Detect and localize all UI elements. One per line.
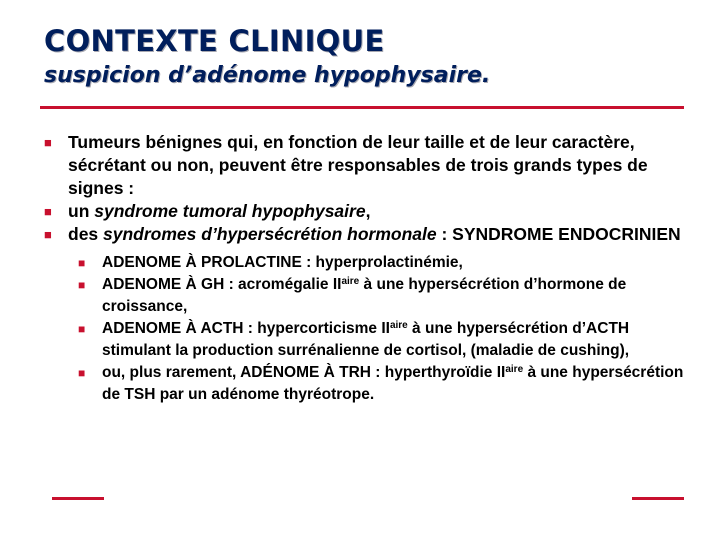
bullet-text-post: , bbox=[365, 201, 371, 221]
bullet-item-syndrome-tumoral bbox=[44, 200, 684, 223]
bullet-text: Tumeurs bénignes qui, en fonction de leur taille et de leur caractère, sécrétant ou non, peuvent être responsables de trois grands types de signes : bbox=[68, 132, 648, 198]
square-bullet-icon: ■ bbox=[44, 135, 52, 150]
sub-bullet-list bbox=[68, 252, 684, 406]
bullet-text-pre: un bbox=[68, 201, 95, 221]
sub-bullet-trh bbox=[78, 362, 684, 406]
bullet-text-post: : SYNDROME ENDOCRINIEN bbox=[436, 224, 681, 244]
bullet-item-tumeurs bbox=[44, 131, 684, 200]
slide-title: CONTEXTE CLINIQUE bbox=[44, 24, 385, 58]
superscript: aire bbox=[389, 320, 408, 331]
bullet-text-pre: des bbox=[68, 224, 104, 244]
bullet-item-hypersecretion bbox=[44, 223, 684, 406]
sub-bullet-text-pre: ou, plus rarement, ADÉNOME À TRH : hyperthyroïdie II bbox=[102, 364, 506, 381]
superscript: aire bbox=[505, 364, 524, 375]
sub-bullet-text-post: à une hypersécrétion d’hormone de croissance, bbox=[102, 276, 627, 315]
bullet-text-emphasis: syndrome tumoral hypophysaire bbox=[94, 201, 366, 221]
square-bullet-icon: ■ bbox=[44, 204, 52, 219]
square-bullet-icon: ■ bbox=[78, 322, 86, 336]
sub-bullet-gh bbox=[78, 274, 684, 318]
square-bullet-icon: ■ bbox=[44, 227, 52, 242]
square-bullet-icon: ■ bbox=[78, 256, 86, 270]
footer-line-right bbox=[632, 497, 684, 500]
superscript: aire bbox=[341, 276, 360, 287]
sub-bullet-text-post: à une hypersécrétion d’ACTH stimulant la production surrénalienne de cortisol, (maladie de cushing), bbox=[102, 320, 630, 359]
sub-bullet-text: ADENOME À PROLACTINE : hyperprolactinémie, bbox=[102, 254, 463, 271]
sub-bullet-text-post: à une hypersécrétion de TSH par un adénome thyréotrope. bbox=[102, 364, 684, 403]
square-bullet-icon: ■ bbox=[78, 278, 86, 292]
square-bullet-icon: ■ bbox=[78, 366, 86, 380]
title-underline bbox=[40, 106, 684, 109]
sub-bullet-prolactine bbox=[78, 252, 684, 274]
bullet-text-emphasis: syndromes d’hypersécrétion hormonale bbox=[103, 224, 437, 244]
sub-bullet-text-pre: ADENOME À ACTH : hypercorticisme II bbox=[102, 320, 390, 337]
footer-line-left bbox=[52, 497, 104, 500]
sub-bullet-acth bbox=[78, 318, 684, 362]
main-bullet-list bbox=[44, 131, 684, 406]
sub-bullet-text-pre: ADENOME À GH : acromégalie II bbox=[102, 276, 342, 293]
slide-subtitle: suspicion d’adénome hypophysaire. bbox=[44, 63, 491, 88]
